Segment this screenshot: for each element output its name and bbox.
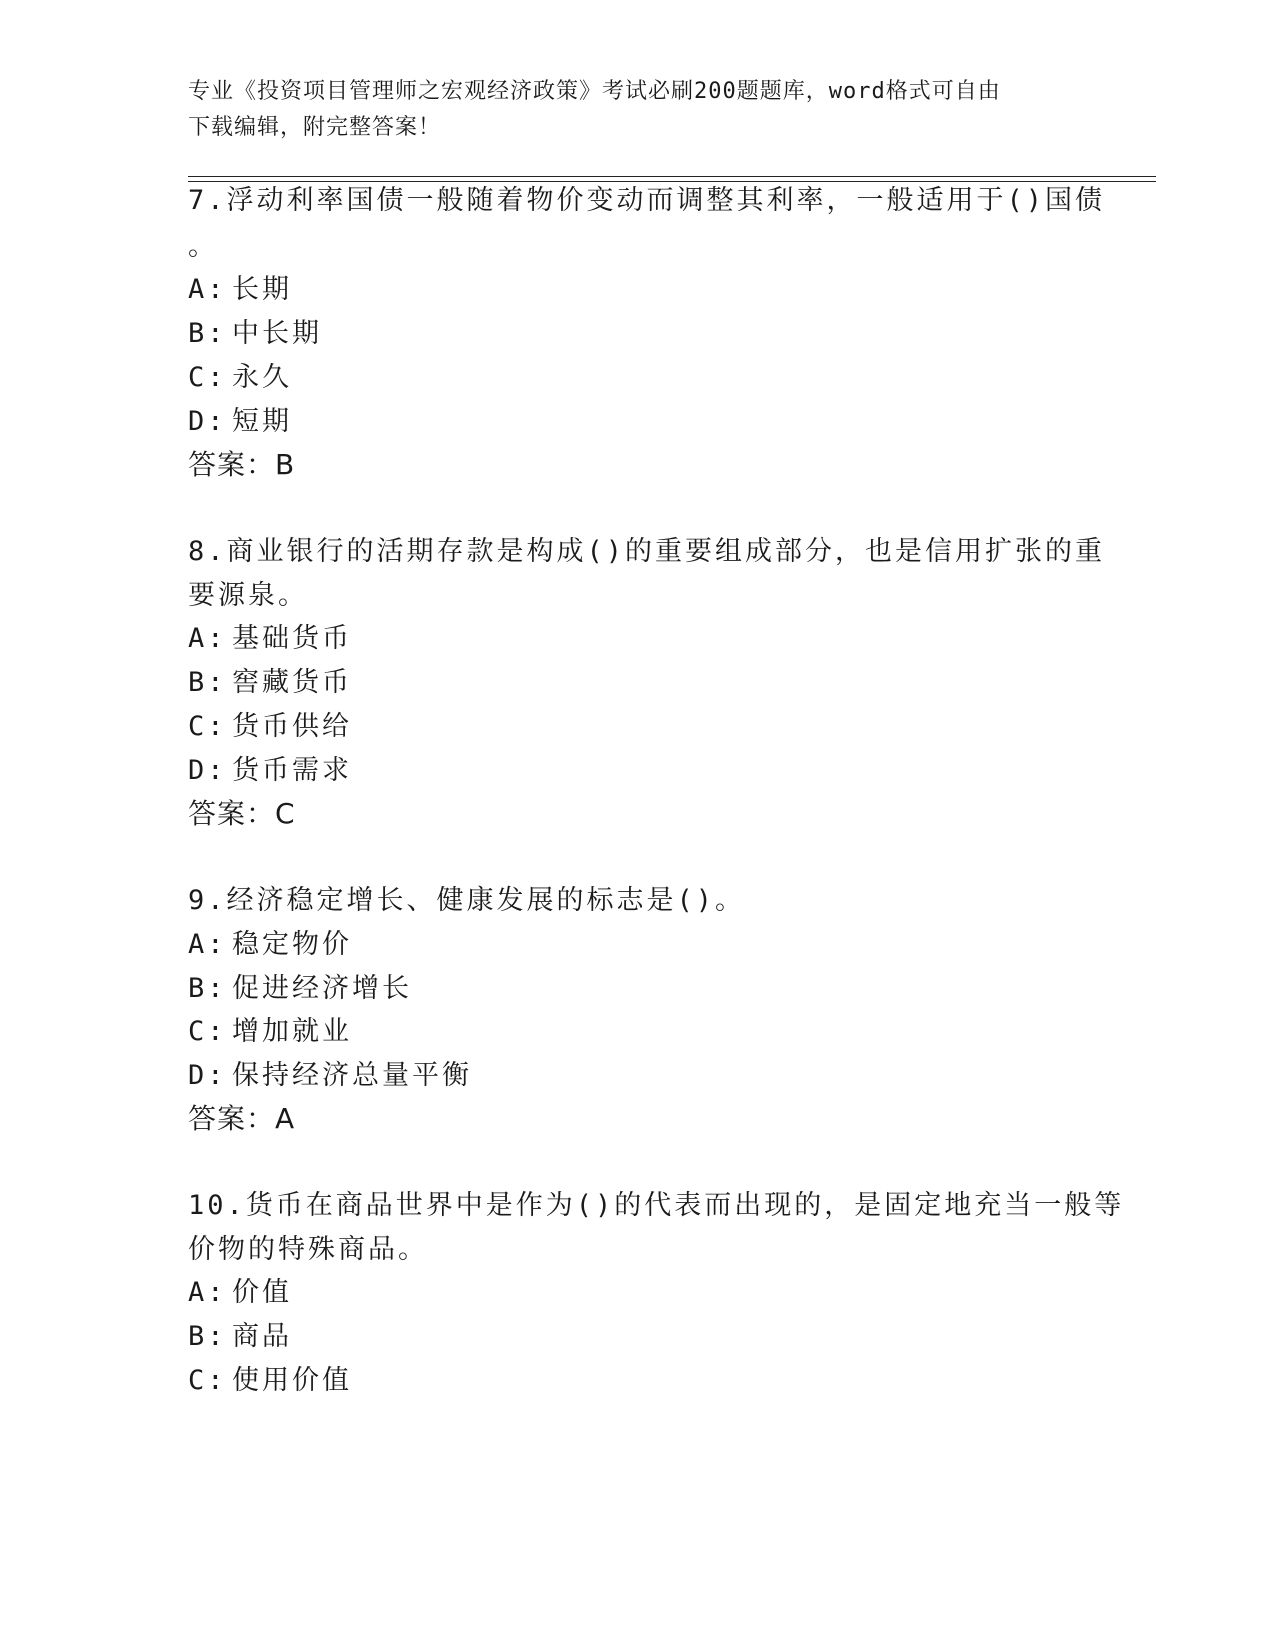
question-7-stem-line-2: 。 (188, 231, 218, 262)
option-label: C: (188, 362, 227, 393)
question-9-option-d (188, 1059, 472, 1093)
question-9-answer: 答案：A (188, 1102, 296, 1135)
header-line-1: 专业《投资项目管理师之宏观经济政策》考试必刷200题题库，word格式可自由 (188, 79, 1001, 104)
option-text: 货币供给 (232, 711, 352, 742)
option-text: 窖藏货币 (232, 667, 352, 698)
question-7-answer: 答案：B (188, 448, 296, 481)
option-label: B: (188, 1321, 227, 1352)
option-text: 永久 (232, 362, 292, 393)
option-text: 长期 (232, 274, 292, 305)
question-8-stem-line-1: 8.商业银行的活期存款是构成()的重要组成部分，也是信用扩张的重 (188, 536, 1106, 567)
option-text: 稳定物价 (232, 929, 352, 960)
option-text: 使用价值 (232, 1365, 352, 1396)
option-label: A: (188, 274, 227, 305)
option-text: 货币需求 (232, 755, 352, 786)
option-label: D: (188, 1060, 227, 1091)
option-label: B: (188, 318, 227, 349)
question-7-option-b (188, 317, 322, 351)
question-7-stem-line-1: 7.浮动利率国债一般随着物价变动而调整其利率，一般适用于()国债 (188, 185, 1106, 216)
option-label: B: (188, 973, 227, 1004)
question-7-option-d (188, 405, 292, 439)
question-7-option-a (188, 273, 292, 307)
option-text: 商品 (232, 1321, 292, 1352)
question-10-option-a (188, 1276, 292, 1310)
option-text: 短期 (232, 406, 292, 437)
option-text: 保持经济总量平衡 (232, 1060, 472, 1091)
option-label: D: (188, 406, 227, 437)
question-10-option-b (188, 1320, 292, 1354)
question-8-option-c (188, 710, 352, 744)
question-10-stem-line-2: 价物的特殊商品。 (188, 1234, 428, 1265)
header-divider-top (188, 176, 1156, 177)
question-8-stem-line-2: 要源泉。 (188, 580, 308, 611)
option-text: 促进经济增长 (232, 973, 412, 1004)
option-label: C: (188, 1016, 227, 1047)
option-label: A: (188, 1277, 227, 1308)
option-text: 价值 (232, 1277, 292, 1308)
question-9-option-a (188, 928, 352, 962)
question-8-option-b (188, 666, 352, 700)
question-9-option-b (188, 972, 412, 1006)
question-9-option-c (188, 1015, 352, 1049)
question-9-stem-line-1: 9.经济稳定增长、健康发展的标志是()。 (188, 885, 746, 916)
question-8-option-a (188, 622, 352, 656)
option-label: C: (188, 1365, 227, 1396)
option-label: B: (188, 667, 227, 698)
header-line-2: 下载编辑，附完整答案！ (188, 115, 442, 140)
option-label: D: (188, 755, 227, 786)
option-label: A: (188, 623, 227, 654)
option-label: A: (188, 929, 227, 960)
header-divider-bottom (188, 181, 1156, 182)
question-7-option-c (188, 361, 292, 395)
question-8-answer: 答案：C (188, 797, 296, 830)
question-8-option-d (188, 754, 352, 788)
document-header (188, 74, 1088, 146)
option-label: C: (188, 711, 227, 742)
question-10-option-c (188, 1364, 352, 1398)
option-text: 基础货币 (232, 623, 352, 654)
question-10-stem-line-1: 10.货币在商品世界中是作为()的代表而出现的，是固定地充当一般等 (188, 1190, 1125, 1221)
option-text: 中长期 (232, 318, 322, 349)
option-text: 增加就业 (232, 1016, 352, 1047)
